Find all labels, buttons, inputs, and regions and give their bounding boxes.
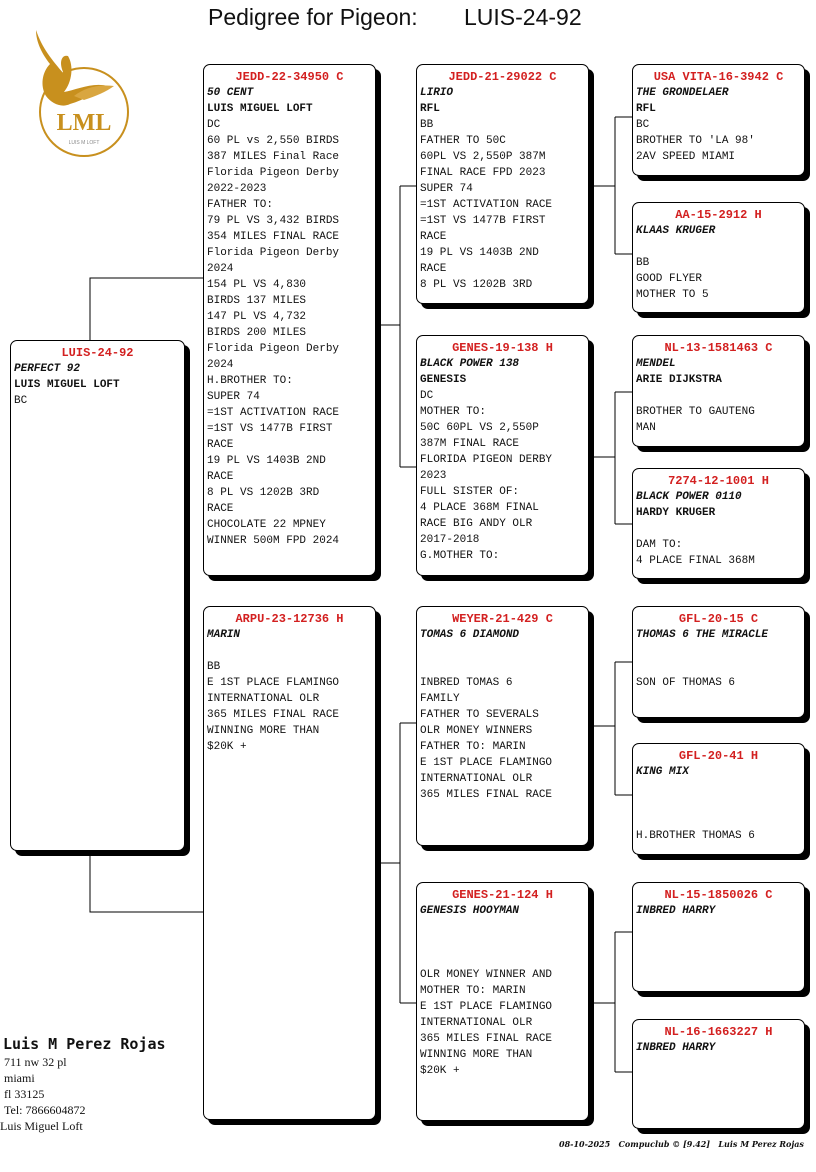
breeder-name: GENESIS xyxy=(420,374,467,386)
pigeon-name: INBRED HARRY xyxy=(636,905,716,917)
breeder-name: LUIS MIGUEL LOFT xyxy=(14,379,120,391)
breeder-name xyxy=(420,643,588,659)
card-text-line xyxy=(636,796,804,812)
ring-number: AA-15-2912 H xyxy=(675,208,762,222)
card-text-line: GOOD FLYER xyxy=(636,273,703,285)
ring-number: JEDD-21-29022 C xyxy=(448,70,557,84)
card-text-line: BB xyxy=(420,119,434,131)
owner-info xyxy=(0,1034,200,1134)
card-text-line: 19 PL VS 1403B 2ND xyxy=(420,247,539,259)
card-text-line: 4 PLACE 368M FINAL xyxy=(420,502,539,514)
card-text-line: H.BROTHER THOMAS 6 xyxy=(636,830,755,842)
card-text-line: RACE xyxy=(420,231,447,243)
card-text-line: FATHER TO: MARIN xyxy=(420,741,526,753)
breeder-name: HARDY KRUGER xyxy=(636,507,716,519)
card-text-line: 2024 xyxy=(207,359,234,371)
card-text-line: MOTHER TO: MARIN xyxy=(420,985,526,997)
ancestor-card xyxy=(632,882,805,992)
ring-number: WEYER-21-429 C xyxy=(452,612,553,626)
ancestor-card xyxy=(632,64,805,176)
ring-number: GENES-19-138 H xyxy=(452,341,553,355)
ancestor-card xyxy=(632,202,805,313)
card-text-line: BC xyxy=(14,395,28,407)
card-text-line: E 1ST PLACE FLAMINGO xyxy=(420,1001,553,1013)
card-text-line: 154 PL VS 4,830 xyxy=(207,279,307,291)
ancestor-card xyxy=(203,64,376,576)
card-text-line: 2022-2023 xyxy=(207,183,267,195)
card-text-line xyxy=(636,659,804,675)
card-text-line: BIRDS 137 MILES xyxy=(207,295,307,307)
card-text-line: 2017-2018 xyxy=(420,534,480,546)
card-text-line: MAN xyxy=(636,422,656,434)
logo-subtext: LUIS M LOFT xyxy=(68,140,100,146)
card-text-line: WINNING MORE THAN xyxy=(420,1049,533,1061)
owner-phone: Tel: 7866604872 xyxy=(4,1103,86,1117)
page-title-pigeon: LUIS-24-92 xyxy=(464,4,582,30)
pigeon-name: 50 CENT xyxy=(207,87,254,99)
card-text-line: BIRDS 200 MILES xyxy=(207,327,307,339)
card-text-line: 19 PL VS 1403B 2ND xyxy=(207,455,326,467)
card-text-line: INTERNATIONAL OLR xyxy=(420,773,533,785)
card-text-line: =1ST ACTIVATION RACE xyxy=(420,199,553,211)
breeder-name xyxy=(420,919,588,935)
breeder-name: LUIS MIGUEL LOFT xyxy=(207,103,313,115)
card-text-line: FATHER TO SEVERALS xyxy=(420,709,539,721)
ring-number: GENES-21-124 H xyxy=(452,888,553,902)
card-text-line: FLORIDA PIGEON DERBY xyxy=(420,454,553,466)
pigeon-name: KING MIX xyxy=(636,766,689,778)
card-text-line: =1ST VS 1477B FIRST xyxy=(207,423,333,435)
card-text-line: 8 PL VS 1202B 3RD xyxy=(420,279,533,291)
card-text-line: 365 MILES FINAL RACE xyxy=(420,1033,553,1045)
card-text-line: 2023 xyxy=(420,470,447,482)
card-text-line: INTERNATIONAL OLR xyxy=(207,693,320,705)
card-text-line xyxy=(636,812,804,828)
card-text-line xyxy=(420,659,588,675)
ancestor-card xyxy=(632,335,805,447)
card-text-line: CHOCOLATE 22 MPNEY xyxy=(207,519,326,531)
card-text-line: WINNING MORE THAN xyxy=(207,725,320,737)
ancestor-card xyxy=(632,606,805,718)
pigeon-name: KLAAS KRUGER xyxy=(636,225,716,237)
owner-address-line: miami xyxy=(4,1071,35,1085)
ancestor-card xyxy=(416,64,589,304)
card-text-line: SUPER 74 xyxy=(420,183,473,195)
ring-number: GFL-20-41 H xyxy=(678,749,759,763)
card-text-line: $20K + xyxy=(207,741,247,753)
card-text-line: 2024 xyxy=(207,263,234,275)
card-text-line: OLR MONEY WINNER AND xyxy=(420,969,553,981)
pigeon-name: BLACK POWER 138 xyxy=(420,358,520,370)
ancestor-card xyxy=(632,743,805,855)
card-text-line: 8 PL VS 1202B 3RD xyxy=(207,487,320,499)
owner-address-line: fl 33125 xyxy=(4,1087,45,1101)
pigeon-name: LIRIO xyxy=(420,87,454,99)
breeder-name: RFL xyxy=(420,103,440,115)
breeder-name xyxy=(636,1056,804,1072)
ring-number: 7274-12-1001 H xyxy=(668,474,769,488)
card-text-line: BROTHER TO 'LA 98' xyxy=(636,135,755,147)
card-text-line: E 1ST PLACE FLAMINGO xyxy=(420,757,553,769)
ancestor-card xyxy=(416,882,589,1121)
breeder-name: ARIE DIJKSTRA xyxy=(636,374,722,386)
card-text-line: 60PL VS 2,550P 387M xyxy=(420,151,546,163)
card-text-line: RACE xyxy=(420,263,447,275)
logo-text: LML xyxy=(56,110,112,136)
card-text-line: INTERNATIONAL OLR xyxy=(420,1017,533,1029)
card-text-line: SUPER 74 xyxy=(207,391,260,403)
breeder-name xyxy=(636,919,804,935)
card-text-line: BC xyxy=(636,119,650,131)
card-text-line: MOTHER TO: xyxy=(420,406,487,418)
card-text-line: FINAL RACE FPD 2023 xyxy=(420,167,546,179)
card-text-line: Florida Pigeon Derby xyxy=(207,247,340,259)
pigeon-name: BLACK POWER 0110 xyxy=(636,491,742,503)
card-text-line: Florida Pigeon Derby xyxy=(207,167,340,179)
card-text-line: DC xyxy=(420,390,434,402)
card-text-line: 365 MILES FINAL RACE xyxy=(420,789,553,801)
card-text-line: RACE xyxy=(207,439,234,451)
ancestor-card xyxy=(203,606,376,1120)
card-text-line: =1ST ACTIVATION RACE xyxy=(207,407,340,419)
card-text-line: 50C 60PL VS 2,550P xyxy=(420,422,539,434)
subject-pigeon-card xyxy=(10,340,185,851)
card-text-line: BROTHER TO GAUTENG xyxy=(636,406,755,418)
card-text-line: RACE xyxy=(207,503,234,515)
card-text-line: 365 MILES FINAL RACE xyxy=(207,709,340,721)
pigeon-name: MENDEL xyxy=(636,358,676,370)
pigeon-name: THE GRONDELAER xyxy=(636,87,729,99)
pigeon-name: INBRED HARRY xyxy=(636,1042,716,1054)
card-text-line: 354 MILES FINAL RACE xyxy=(207,231,340,243)
card-text-line: FULL SISTER OF: xyxy=(420,486,520,498)
card-text-line xyxy=(420,951,588,967)
card-text-line: G.MOTHER TO: xyxy=(420,550,500,562)
card-text-line: =1ST VS 1477B FIRST xyxy=(420,215,546,227)
ancestor-card xyxy=(416,606,589,846)
card-text-line: H.BROTHER TO: xyxy=(207,375,293,387)
breeder-name xyxy=(636,239,804,255)
breeder-name xyxy=(636,780,804,796)
card-text-line: INBRED TOMAS 6 xyxy=(420,677,513,689)
card-text-line: 2AV SPEED MIAMI xyxy=(636,151,736,163)
ring-number: ARPU-23-12736 H xyxy=(235,612,344,626)
card-text-line xyxy=(636,388,804,404)
ancestor-card xyxy=(632,1019,805,1129)
ring-number: USA VITA-16-3942 C xyxy=(653,70,784,84)
ring-number: NL-15-1850026 C xyxy=(664,888,773,902)
footer-user: Luis M Perez Rojas xyxy=(718,1139,804,1149)
pigeon-name: THOMAS 6 THE MIRACLE xyxy=(636,629,769,641)
card-text-line: FATHER TO 50C xyxy=(420,135,506,147)
pigeon-name: TOMAS 6 DIAMOND xyxy=(420,629,520,641)
footer-software: Compuclub © [9.42] xyxy=(618,1139,711,1149)
breeder-name: RFL xyxy=(636,103,656,115)
pigeon-name: GENESIS HOOYMAN xyxy=(420,905,520,917)
footer-date: 08-10-2025 xyxy=(559,1139,611,1149)
card-text-line: BB xyxy=(207,661,221,673)
ring-number: NL-16-1663227 H xyxy=(664,1025,773,1039)
owner-address-line: 711 nw 32 pl xyxy=(4,1055,67,1069)
card-text-line: WINNER 500M FPD 2024 xyxy=(207,535,340,547)
owner-name: Luis M Perez Rojas xyxy=(3,1035,166,1053)
card-text-line: FAMILY xyxy=(420,693,460,705)
ring-number: JEDD-22-34950 C xyxy=(235,70,344,84)
ring-number: GFL-20-15 C xyxy=(678,612,759,626)
card-text-line: $20K + xyxy=(420,1065,460,1077)
footer xyxy=(559,1139,816,1149)
card-text-line: 60 PL vs 2,550 BIRDS xyxy=(207,135,340,147)
ring-number: LUIS-24-92 xyxy=(61,346,134,360)
card-text-line: SON OF THOMAS 6 xyxy=(636,677,736,689)
ring-number: NL-13-1581463 C xyxy=(664,341,773,355)
card-text-line xyxy=(636,521,804,537)
card-text-line: 79 PL VS 3,432 BIRDS xyxy=(207,215,340,227)
breeder-name xyxy=(636,643,804,659)
card-text-line: 387 MILES Final Race xyxy=(207,151,340,163)
card-text-line: 4 PLACE FINAL 368M xyxy=(636,555,755,567)
breeder-name xyxy=(207,643,375,659)
card-text-line: Florida Pigeon Derby xyxy=(207,343,340,355)
card-text-line: DAM TO: xyxy=(636,539,683,551)
card-text-line: RACE BIG ANDY OLR xyxy=(420,518,533,530)
card-text-line: RACE xyxy=(207,471,234,483)
card-text-line: MOTHER TO 5 xyxy=(636,289,709,301)
card-text-line: 387M FINAL RACE xyxy=(420,438,520,450)
card-text-line: 147 PL VS 4,732 xyxy=(207,311,307,323)
card-text-line: E 1ST PLACE FLAMINGO xyxy=(207,677,340,689)
card-text-line xyxy=(420,935,588,951)
owner-loft: Luis Miguel Loft xyxy=(0,1119,83,1133)
pigeon-name: PERFECT 92 xyxy=(14,363,81,375)
ancestor-card xyxy=(632,468,805,579)
card-text-line: BB xyxy=(636,257,650,269)
ancestor-card xyxy=(416,335,589,576)
card-text-line: OLR MONEY WINNERS xyxy=(420,725,533,737)
page-title-label: Pedigree for Pigeon: xyxy=(208,4,418,30)
card-text-line: FATHER TO: xyxy=(207,199,274,211)
card-text-line: DC xyxy=(207,119,221,131)
pigeon-name: MARIN xyxy=(207,629,241,641)
